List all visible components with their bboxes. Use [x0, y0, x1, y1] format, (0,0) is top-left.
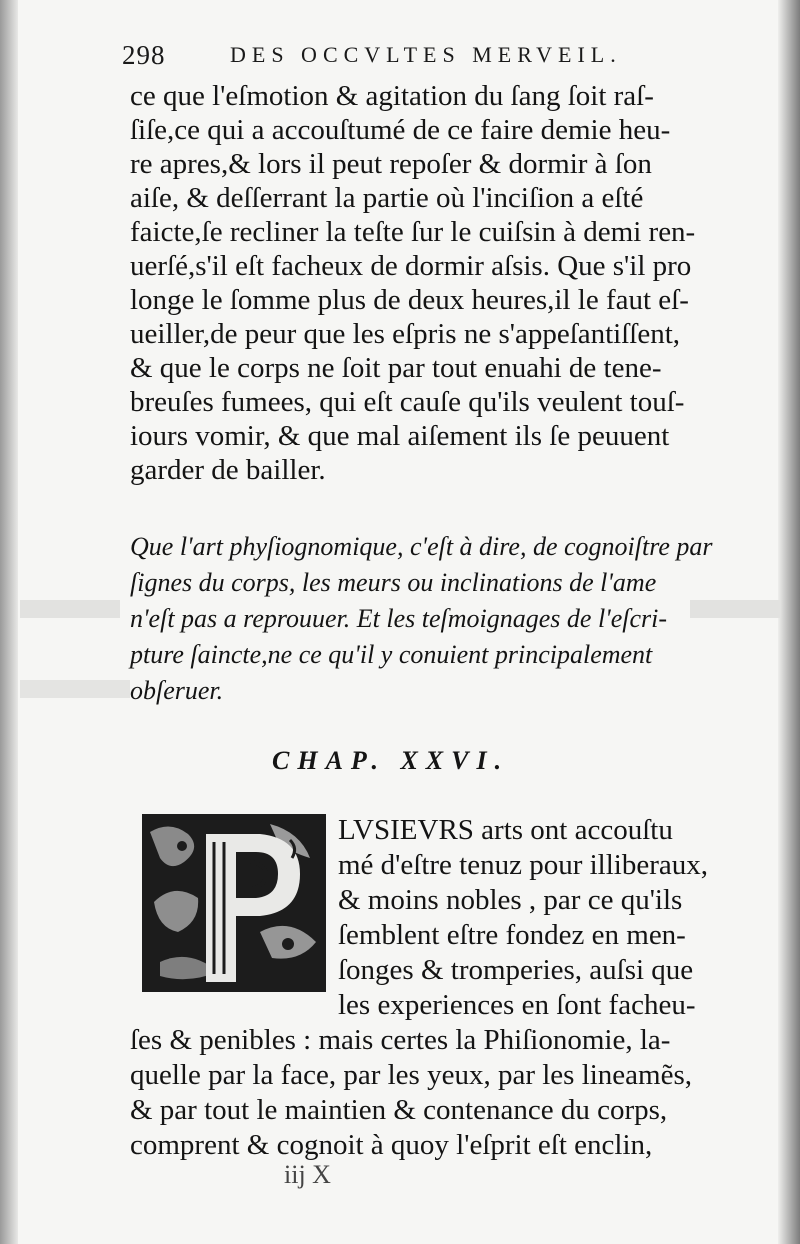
- summary-line: obſeruer.: [130, 676, 224, 705]
- text-line: ce que l'eſmotion & agitation du ſang ſoit raſ-: [130, 80, 654, 112]
- text-line: faicte,ſe recliner la teſte ſur le cuiſsin à demi ren-: [130, 216, 696, 248]
- page-number: 298: [122, 40, 166, 70]
- text-line: ſiſe,ce qui a accouſtumé de ce faire demie heu-: [130, 114, 671, 146]
- text-line: les experiences en ſont facheu-: [338, 989, 696, 1021]
- text-line: re apres,& lors il peut repoſer & dormir à ſon: [130, 148, 652, 180]
- text-line: comprent & cognoit à quoy l'eſprit eſt enclin,: [130, 1129, 653, 1161]
- text-line: quelle par la face, par les yeux, par les lineamẽs,: [130, 1059, 693, 1091]
- page-edge-right: [778, 0, 800, 1244]
- woodcut-initial-p-icon: [140, 812, 328, 994]
- text-line: ſemblent eſtre fondez en men-: [338, 919, 686, 951]
- text-line: uerſé,s'il eſt facheux de dormir aſsis. Que s'il pro: [130, 250, 692, 282]
- running-title: DES OCCVLTES MERVEIL.: [230, 42, 622, 67]
- text-line: ſonges & tromperies, auſsi que: [338, 954, 694, 986]
- show-through-mark: [20, 680, 130, 698]
- text-line: ſes & penibles : mais certes la Phiſionomie, la-: [130, 1024, 671, 1056]
- chapter-heading: CHAP. XXVI.: [272, 746, 510, 775]
- text-line: & par tout le maintien & contenance du corps,: [130, 1094, 668, 1126]
- text-line: iours vomir, & que mal aiſement ils ſe peuuent: [130, 420, 670, 452]
- text-line: aiſe, & deſſerrant la partie où l'inciſion a eſté: [130, 182, 644, 214]
- text-line: & que le corps ne ſoit par tout enuahi de tene-: [130, 352, 662, 384]
- decorated-initial: [140, 812, 328, 994]
- text-line: breuſes fumees, qui eſt cauſe qu'ils veulent touſ-: [130, 386, 685, 418]
- page-edge-left: [0, 0, 18, 1244]
- show-through-mark: [20, 600, 120, 618]
- text-line: garder de bailler.: [130, 454, 326, 486]
- summary-line: Que l'art phyſiognomique, c'eſt à dire, de cognoiſtre par: [130, 532, 713, 561]
- text-line: ueiller,de peur que les eſpris ne s'appeſantiſſent,: [130, 318, 681, 350]
- text-line: & moins nobles , par ce qu'ils: [338, 884, 683, 916]
- catchword: iij X: [284, 1160, 331, 1189]
- text-line: LVSIEVRS arts ont accouſtu: [338, 814, 673, 846]
- text-line: longe le ſomme plus de deux heures,il le faut eſ-: [130, 284, 689, 316]
- text-line: mé d'eſtre tenuz pour illiberaux,: [338, 849, 709, 881]
- summary-line: ſignes du corps, les meurs ou inclinations de l'ame: [130, 568, 657, 597]
- summary-line: pture ſaincte,ne ce qu'il y conuient principalement: [130, 640, 653, 669]
- summary-line: n'eſt pas a reprouuer. Et les teſmoignages de l'eſcri-: [130, 604, 668, 633]
- show-through-mark: [690, 600, 780, 618]
